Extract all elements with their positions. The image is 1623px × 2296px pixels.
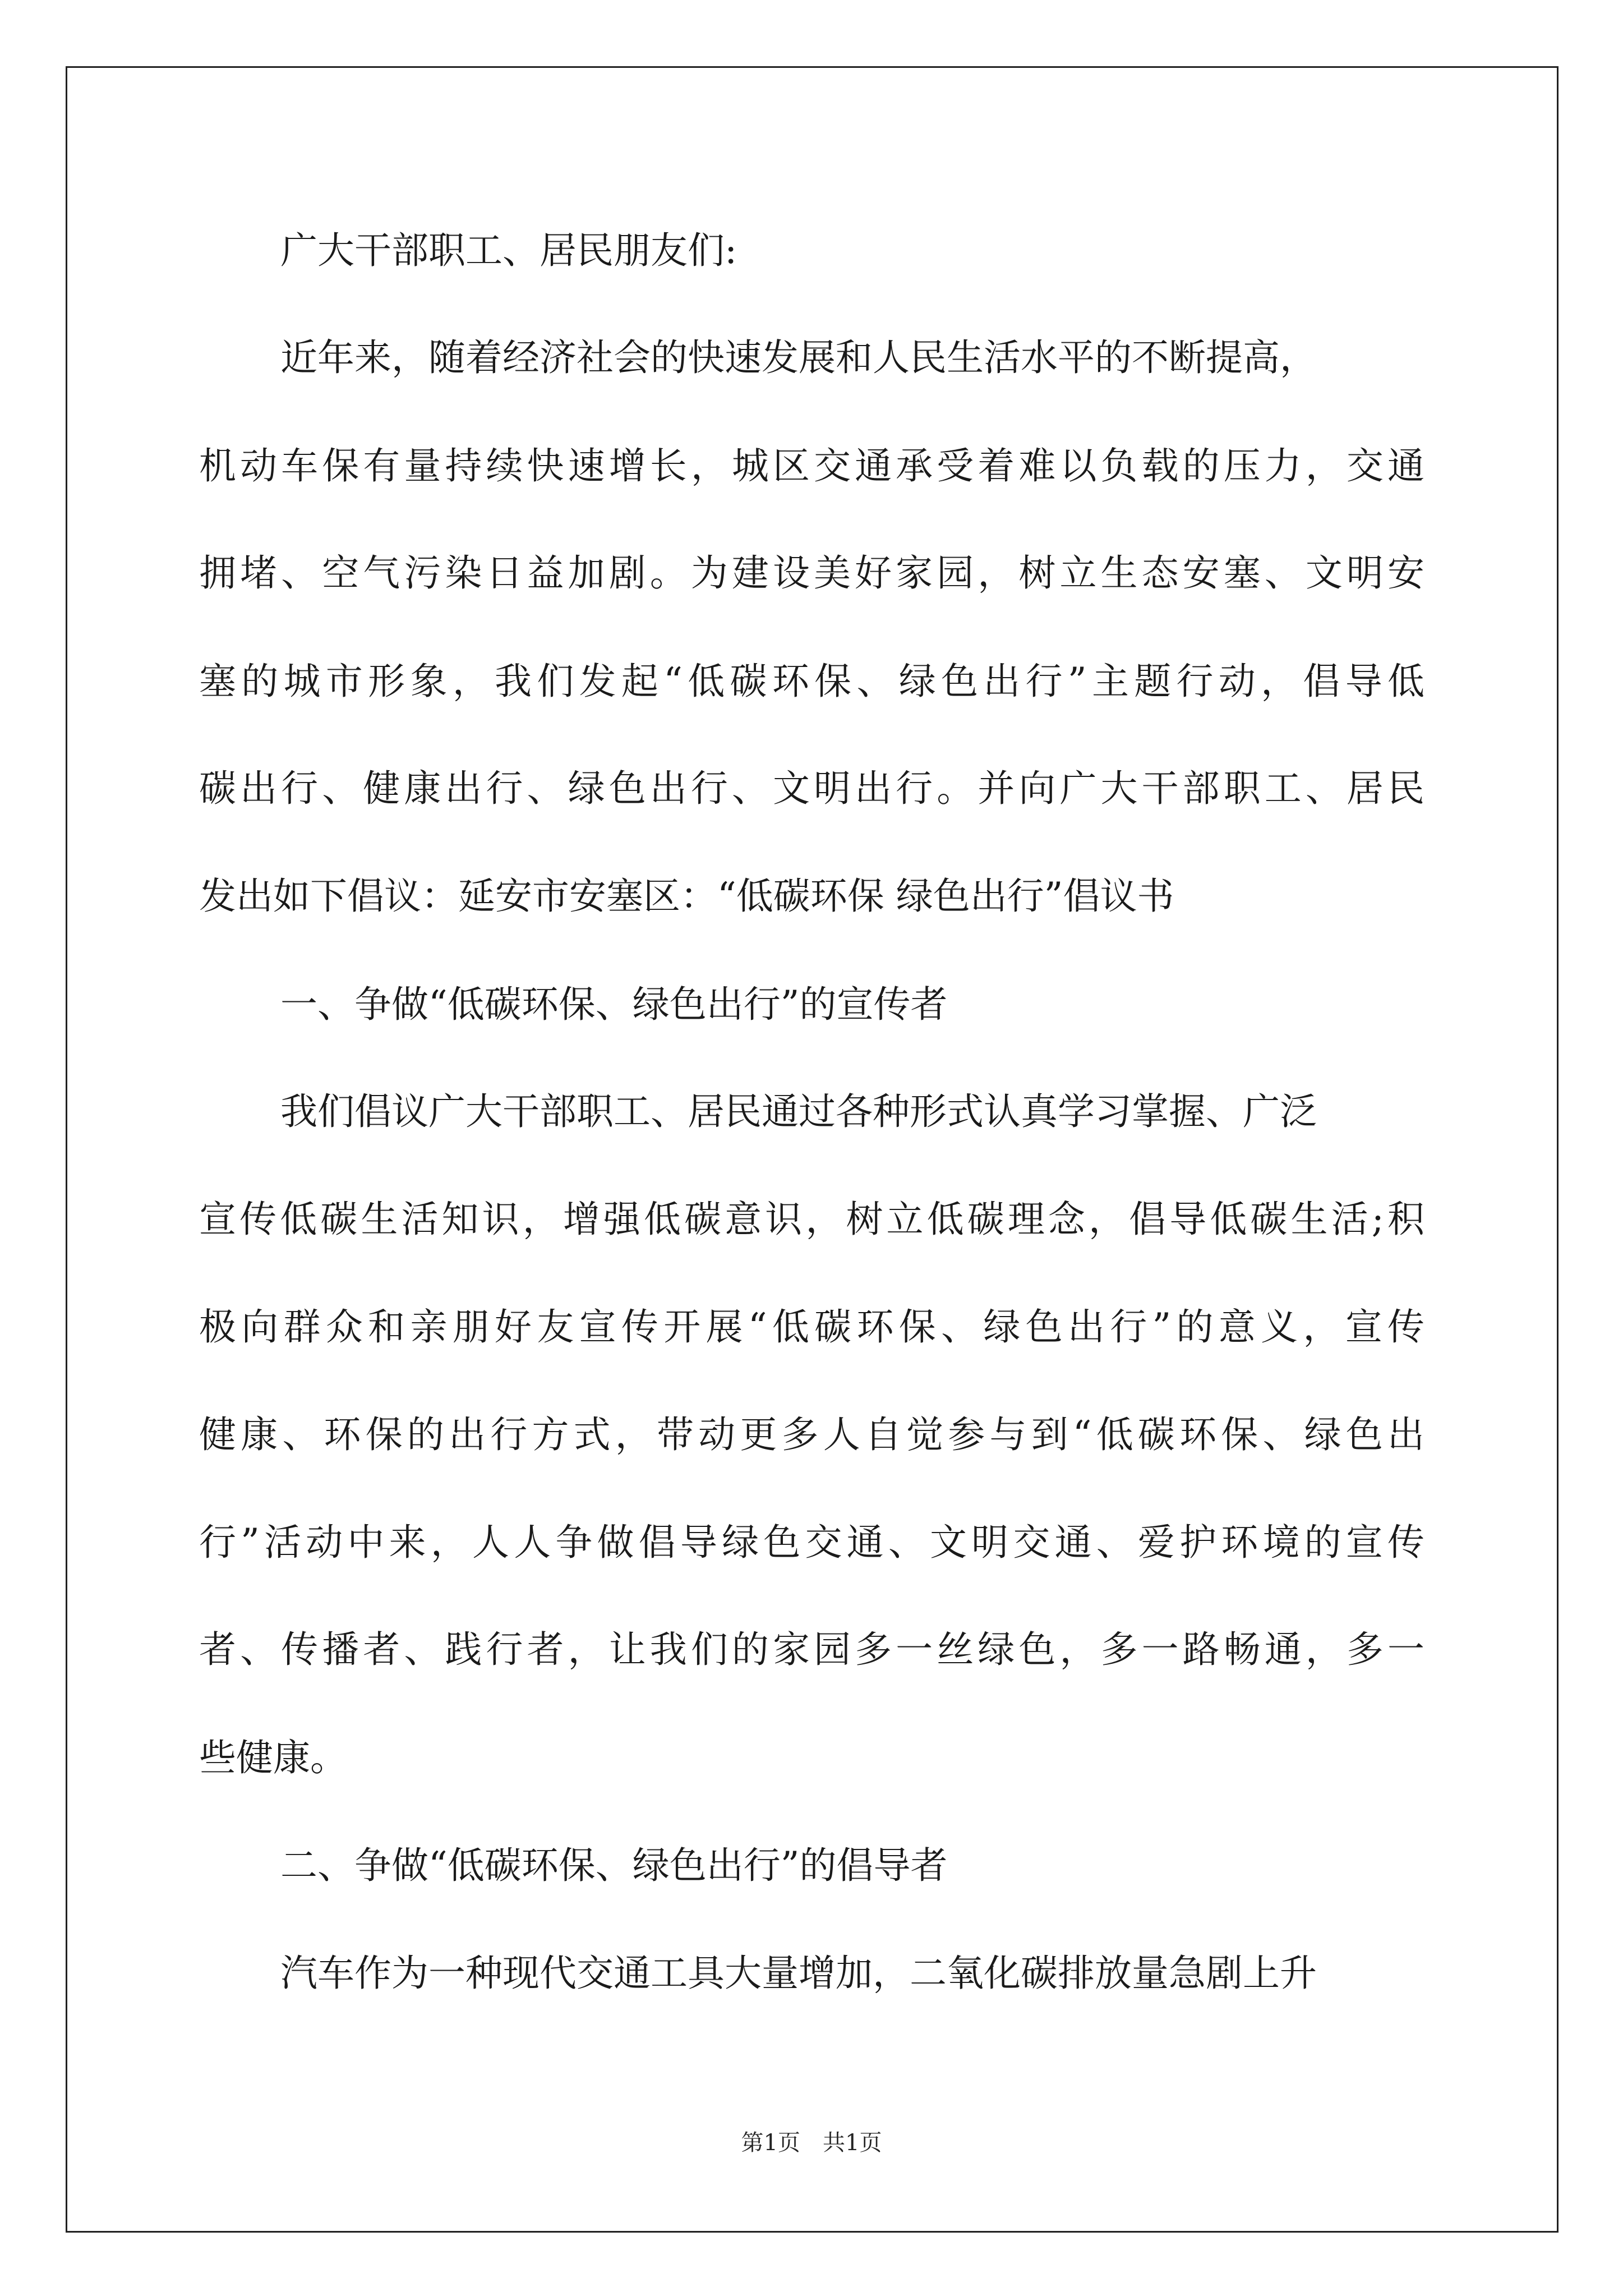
section-heading: 二、争做“低碳环保、绿色出行”的倡导者 <box>280 1844 948 1887</box>
paragraph-line: 拥堵、空气污染日益加剧。为建设美好家园，树立生态安塞、文明安 <box>199 551 1424 595</box>
paragraph-line: 塞的城市形象，我们发起“低碳环保、绿色出行”主题行动，倡导低 <box>199 660 1424 703</box>
paragraph-line: 机动车保有量持续快速增长，城区交通承受着难以负载的压力，交通 <box>199 444 1424 487</box>
paragraph-line: 行”活动中来，人人争做倡导绿色交通、文明交通、爱护环境的宣传 <box>199 1521 1424 1564</box>
paragraph-line: 健康、环保的出行方式，带动更多人自觉参与到“低碳环保、绿色出 <box>199 1413 1424 1456</box>
paragraph-line: 宣传低碳生活知识，增强低碳意识，树立低碳理念，倡导低碳生活;积 <box>199 1198 1424 1241</box>
paragraph-line: 碳出行、健康出行、绿色出行、文明出行。并向广大干部职工、居民 <box>199 767 1424 810</box>
salutation-line: 广大干部职工、居民朋友们: <box>280 229 737 272</box>
paragraph-line: 我们倡议广大干部职工、居民通过各种形式认真学习掌握、广泛 <box>280 1090 1317 1133</box>
paragraph-line: 极向群众和亲朋好友宣传开展“低碳环保、绿色出行”的意义，宣传 <box>199 1305 1424 1349</box>
section-heading: 一、争做“低碳环保、绿色出行”的宣传者 <box>280 983 948 1026</box>
paragraph-line: 些健康。 <box>199 1736 347 1779</box>
page-border <box>66 66 1559 2233</box>
page-number-footer: 第1页 共1页 <box>741 2130 882 2156</box>
paragraph-line: 近年来，随着经济社会的快速发展和人民生活水平的不断提高， <box>280 336 1317 379</box>
paragraph-line: 者、传播者、践行者，让我们的家园多一丝绿色，多一路畅通，多一 <box>199 1628 1424 1671</box>
paragraph-line: 汽车作为一种现代交通工具大量增加，二氧化碳排放量急剧上升 <box>280 1952 1317 1995</box>
paragraph-line: 发出如下倡议：延安市安塞区：“低碳环保 绿色出行”倡议书 <box>199 875 1174 918</box>
